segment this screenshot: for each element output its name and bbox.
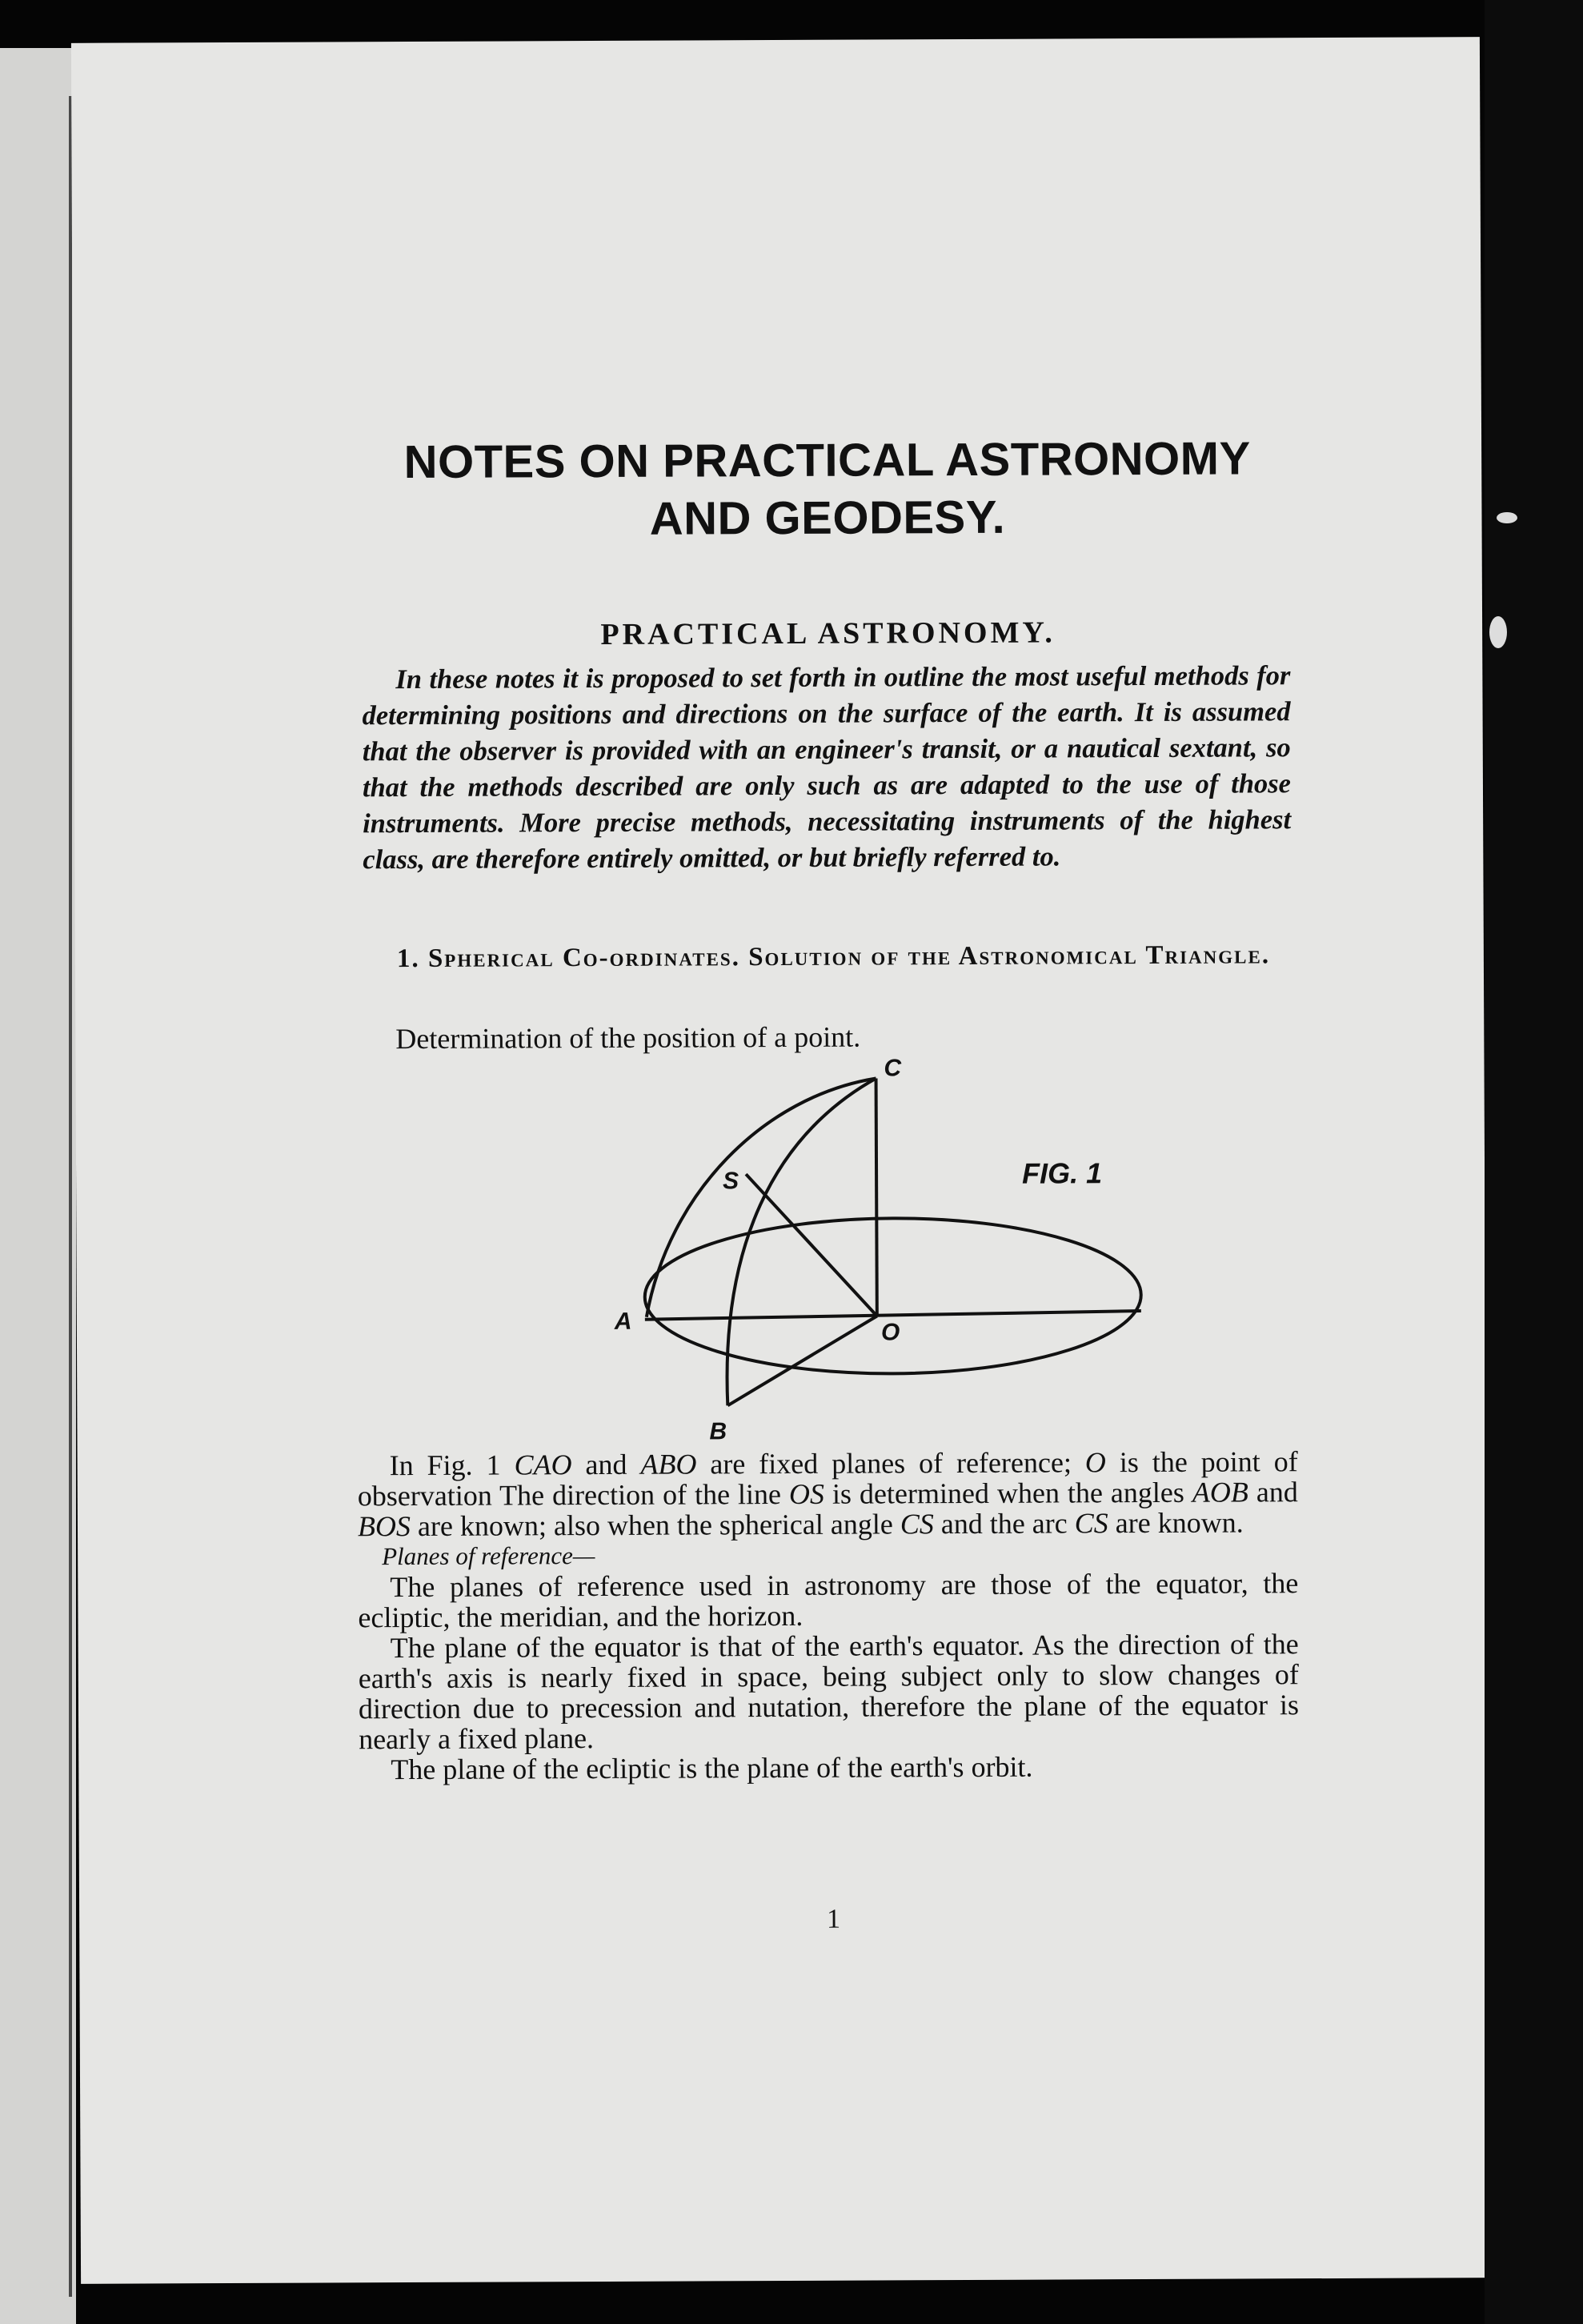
p1-text-6: and [1248, 1476, 1298, 1509]
p1-text-3: are fixed planes of reference; [696, 1446, 1085, 1481]
label-s: S [723, 1168, 739, 1195]
p1-text-4: is the point of observation The direction of the line [357, 1445, 1298, 1513]
section-heading: 1. Spherical Co-ordinates. Solution of the Astronomical Triangle. [396, 940, 1271, 974]
paragraph-ecliptic: The plane of the ecliptic is the plane of the earth's orbit. [391, 1750, 1033, 1786]
figure-1-diagram [555, 1046, 1277, 1449]
determination-line: Determination of the position of a point. [395, 1020, 861, 1056]
chapter-subtitle: PRACTICAL ASTRONOMY. [600, 615, 1056, 651]
page-title [329, 430, 1326, 549]
paragraph-fig-1 [358, 1446, 1298, 1541]
label-a: A [614, 1308, 632, 1335]
label-b: B [709, 1418, 727, 1445]
p1-italic-aob: AOB [1192, 1476, 1248, 1509]
arc-a-c [646, 1078, 877, 1316]
book-page [71, 37, 1489, 2284]
p1-text-8: and the arc [933, 1507, 1075, 1541]
p1-italic-os: OS [788, 1477, 825, 1510]
title-line-2: AND GEODESY. [649, 491, 1006, 545]
page-gutter-line [69, 96, 72, 2297]
planes-heading: Planes of reference— [382, 1541, 595, 1571]
p1-italic-cs-arc: CS [1074, 1507, 1108, 1540]
p1-text-7: are known; also when the spherical angle [410, 1508, 900, 1543]
arc-c-b [726, 1078, 877, 1405]
line-c-o [876, 1078, 877, 1316]
scan-speck [1489, 616, 1507, 648]
scan-speck [1497, 512, 1517, 523]
line-a-o [645, 1311, 1141, 1320]
page-number: 1 [827, 1904, 841, 1934]
reference-ellipse [644, 1217, 1141, 1375]
title-line-1: NOTES ON PRACTICAL ASTRONOMY [403, 432, 1251, 489]
p1-italic-bos: BOS [357, 1510, 411, 1543]
p1-text-2: and [571, 1448, 641, 1481]
intro-paragraph: In these notes it is proposed to set forth in outline the most useful methods for determining positions and directions on the surface of the earth. It is assumed that the observer is provided with an engineer's transit, or a nautical sextant, so that the methods described are only such as are adapted to the use of those instruments. More precise methods, necessitating instruments of the highest class, are therefore entirely omitted, or but briefly referred to. [362, 660, 1292, 876]
body-text [358, 1446, 1300, 1785]
page-content [327, 38, 1324, 1934]
p1-italic-cs-angle: CS [900, 1508, 934, 1541]
previous-page-edge [0, 48, 76, 2324]
p1-text-1: In Fig. 1 [389, 1448, 515, 1482]
paragraph-planes: The planes of reference used in astronomy are those of the equator, the ecliptic, the meridian, and the horizon. [358, 1567, 1299, 1634]
p1-text-9: are known. [1108, 1506, 1244, 1540]
label-c: C [884, 1055, 902, 1082]
figure-caption: FIG. 1 [1021, 1156, 1103, 1190]
paragraph-equator: The plane of the equator is that of the earth's equator. As the direction of the earth's axis is nearly fixed in space, being subject only to slow changes of direction due to precession and nutation, therefore the plane of the equator is nearly a fixed plane. [358, 1628, 1300, 1756]
p1-italic-o: O [1084, 1446, 1106, 1479]
p1-italic-abo: ABO [640, 1448, 697, 1481]
p1-italic-cao: CAO [514, 1448, 572, 1481]
p1-text-5: is determined when the angles [824, 1476, 1192, 1510]
label-o: O [880, 1319, 900, 1346]
right-margin-dark [1485, 0, 1583, 2324]
